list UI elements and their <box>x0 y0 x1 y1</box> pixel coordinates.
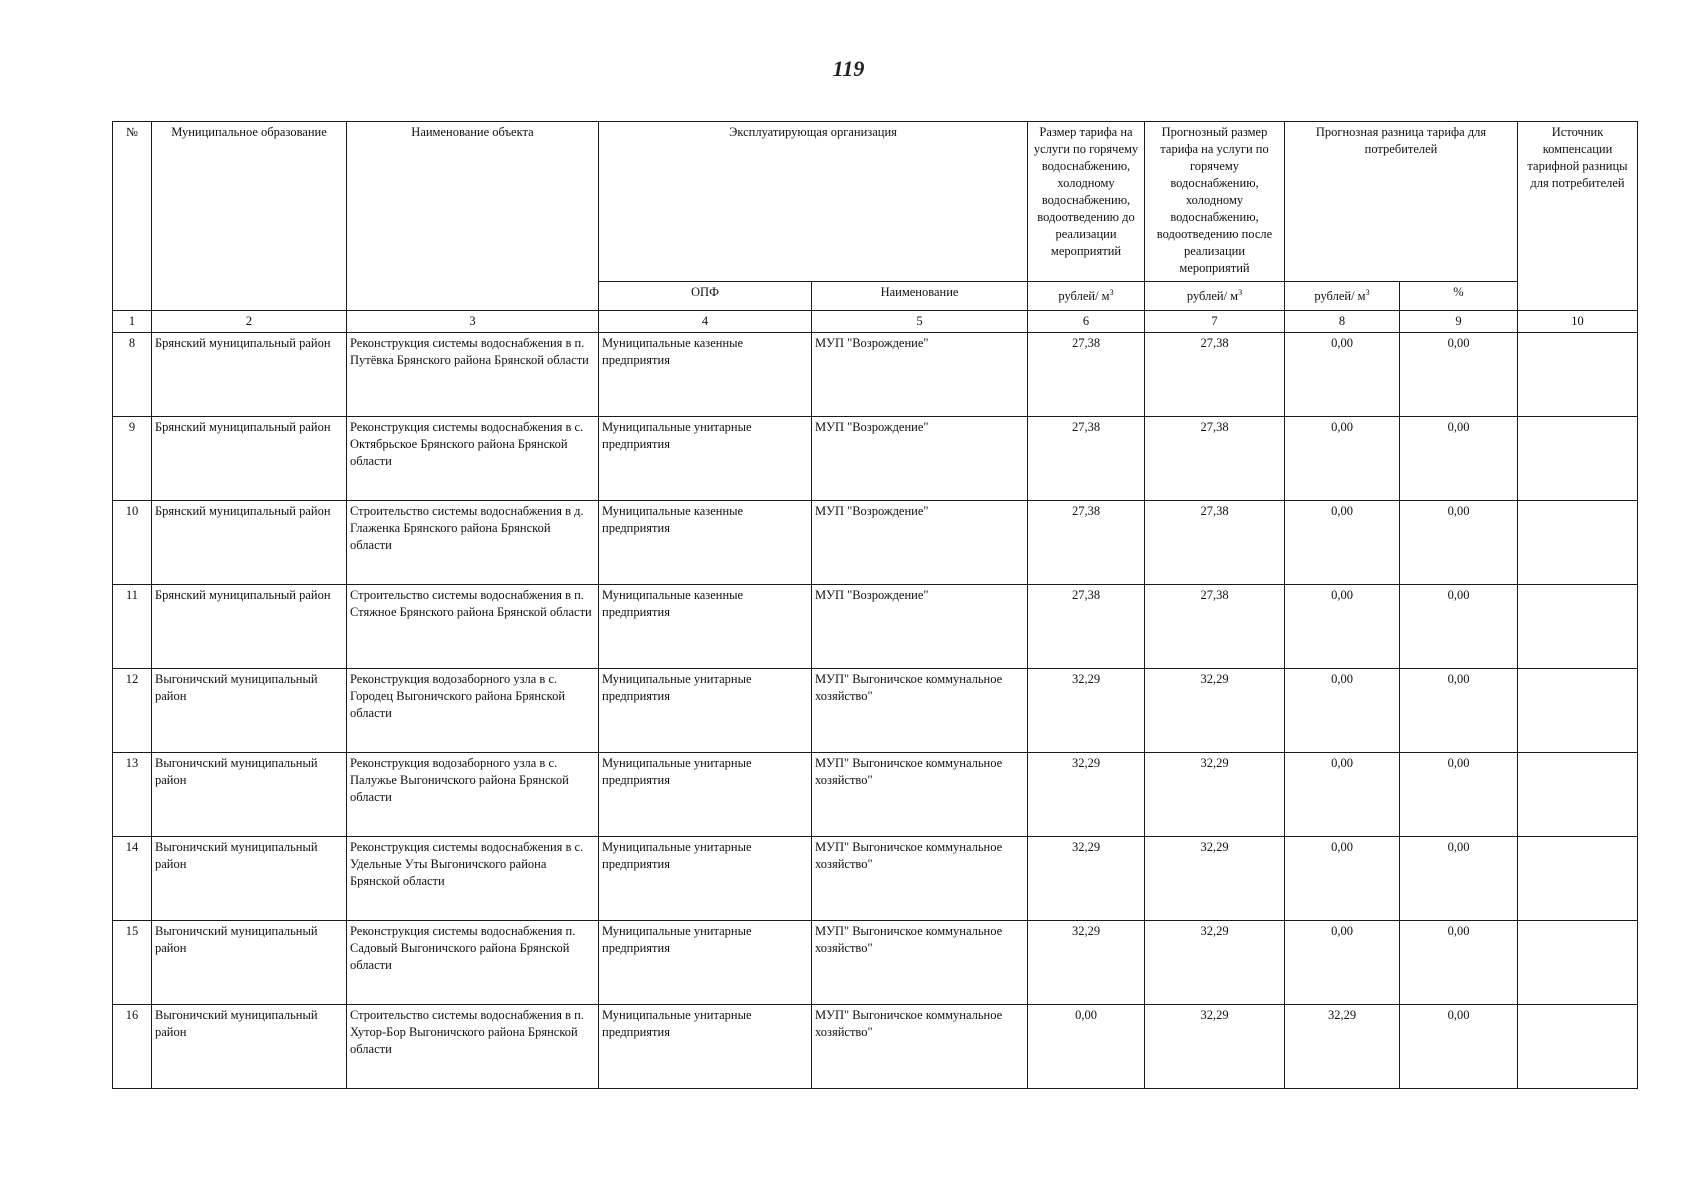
cell-object: Строительство системы водоснабжения в п. Стяжное Брянского района Брянской области <box>347 585 599 669</box>
cell-tariff-before: 27,38 <box>1028 417 1145 501</box>
cell-tariff-after: 27,38 <box>1145 417 1285 501</box>
table-row <box>113 501 1638 585</box>
cell-tariff-after: 32,29 <box>1145 669 1285 753</box>
cell-org: МУП "Возрождение" <box>812 417 1028 501</box>
header-compensation: Источник компенсации тарифной разницы для потребителей <box>1518 122 1638 311</box>
cell-diff-rub: 0,00 <box>1285 669 1400 753</box>
cell-diff-pct: 0,00 <box>1400 417 1518 501</box>
cell-diff-pct: 0,00 <box>1400 753 1518 837</box>
cell-source <box>1518 333 1638 417</box>
column-number: 1 <box>113 311 152 333</box>
unit-label: рублей/ м <box>1058 289 1110 304</box>
cell-tariff-after: 32,29 <box>1145 837 1285 921</box>
cell-tariff-before: 32,29 <box>1028 921 1145 1005</box>
cell-no: 15 <box>113 921 152 1005</box>
cell-diff-pct: 0,00 <box>1400 1005 1518 1089</box>
cell-source <box>1518 669 1638 753</box>
cell-source <box>1518 585 1638 669</box>
cell-diff-rub: 0,00 <box>1285 837 1400 921</box>
cell-diff-rub: 0,00 <box>1285 417 1400 501</box>
column-number: 5 <box>812 311 1028 333</box>
table-row <box>113 1005 1638 1089</box>
cell-diff-pct: 0,00 <box>1400 837 1518 921</box>
cell-no: 14 <box>113 837 152 921</box>
cell-tariff-before: 32,29 <box>1028 669 1145 753</box>
cell-no: 10 <box>113 501 152 585</box>
cell-diff-pct: 0,00 <box>1400 921 1518 1005</box>
cell-opf: Муниципальные унитарные предприятия <box>599 753 812 837</box>
column-number: 9 <box>1400 311 1518 333</box>
column-number: 4 <box>599 311 812 333</box>
cell-tariff-after: 32,29 <box>1145 753 1285 837</box>
table-body <box>113 333 1638 1089</box>
cell-object: Реконструкция системы водоснабжения в п. Путёвка Брянского района Брянской области <box>347 333 599 417</box>
header-unit-diff <box>1285 282 1400 311</box>
cell-tariff-before: 32,29 <box>1028 837 1145 921</box>
cell-opf: Муниципальные казенные предприятия <box>599 333 812 417</box>
cell-tariff-before: 27,38 <box>1028 333 1145 417</box>
unit-superscript: 3 <box>1365 288 1370 297</box>
cell-org: МУП" Выгоничское коммунальное хозяйство" <box>812 1005 1028 1089</box>
cell-no: 12 <box>113 669 152 753</box>
header-tariff-before: Размер тарифа на услуги по горячему водоснабжению, холодному водоснабжению, водоотведению до реализации мероприятий <box>1028 122 1145 282</box>
cell-opf: Муниципальные унитарные предприятия <box>599 417 812 501</box>
header-unit-pct: % <box>1400 282 1518 311</box>
cell-tariff-after: 32,29 <box>1145 1005 1285 1089</box>
cell-object: Реконструкция водозаборного узла в с. Городец Выгоничского района Брянской области <box>347 669 599 753</box>
table-row <box>113 333 1638 417</box>
cell-org: МУП" Выгоничское коммунальное хозяйство" <box>812 921 1028 1005</box>
cell-org: МУП" Выгоничское коммунальное хозяйство" <box>812 753 1028 837</box>
cell-source <box>1518 501 1638 585</box>
cell-municipality: Выгоничский муниципальный район <box>152 669 347 753</box>
tariff-table <box>112 121 1638 1089</box>
table-row <box>113 417 1638 501</box>
header-municipality: Муниципальное образование <box>152 122 347 311</box>
header-opf: ОПФ <box>599 282 812 311</box>
cell-opf: Муниципальные унитарные предприятия <box>599 1005 812 1089</box>
unit-label: рублей/ м <box>1314 289 1366 304</box>
cell-municipality: Выгоничский муниципальный район <box>152 921 347 1005</box>
cell-tariff-after: 27,38 <box>1145 501 1285 585</box>
cell-tariff-before: 27,38 <box>1028 501 1145 585</box>
cell-tariff-before: 27,38 <box>1028 585 1145 669</box>
header-operator: Эксплуатирующая организация <box>599 122 1028 282</box>
cell-tariff-before: 32,29 <box>1028 753 1145 837</box>
table-row <box>113 669 1638 753</box>
cell-municipality: Брянский муниципальный район <box>152 333 347 417</box>
cell-object: Строительство системы водоснабжения в д. Глаженка Брянского района Брянской области <box>347 501 599 585</box>
cell-diff-rub: 0,00 <box>1285 753 1400 837</box>
header-unit-before <box>1028 282 1145 311</box>
header-tariff-diff: Прогнозная разница тарифа для потребителей <box>1285 122 1518 282</box>
cell-opf: Муниципальные казенные предприятия <box>599 585 812 669</box>
header-unit-after <box>1145 282 1285 311</box>
cell-opf: Муниципальные казенные предприятия <box>599 501 812 585</box>
cell-no: 8 <box>113 333 152 417</box>
cell-org: МУП" Выгоничское коммунальное хозяйство" <box>812 669 1028 753</box>
header-tariff-after: Прогнозный размер тарифа на услуги по горячему водоснабжению, холодному водоснабжению, водоотведению после реализации мероприятий <box>1145 122 1285 282</box>
cell-object: Строительство системы водоснабжения в п. Хутор-Бор Выгоничского района Брянской области <box>347 1005 599 1089</box>
column-number: 7 <box>1145 311 1285 333</box>
cell-source <box>1518 1005 1638 1089</box>
cell-municipality: Выгоничский муниципальный район <box>152 753 347 837</box>
cell-org: МУП "Возрождение" <box>812 585 1028 669</box>
cell-object: Реконструкция системы водоснабжения в с. Удельные Уты Выгоничского района Брянской области <box>347 837 599 921</box>
cell-diff-rub: 0,00 <box>1285 585 1400 669</box>
column-number: 10 <box>1518 311 1638 333</box>
cell-opf: Муниципальные унитарные предприятия <box>599 669 812 753</box>
table-row <box>113 921 1638 1005</box>
column-number: 2 <box>152 311 347 333</box>
table-row <box>113 837 1638 921</box>
cell-municipality: Брянский муниципальный район <box>152 417 347 501</box>
cell-diff-pct: 0,00 <box>1400 669 1518 753</box>
unit-superscript: 3 <box>1238 288 1243 297</box>
cell-no: 11 <box>113 585 152 669</box>
cell-municipality: Выгоничский муниципальный район <box>152 1005 347 1089</box>
page-number: 119 <box>832 56 865 81</box>
cell-municipality: Брянский муниципальный район <box>152 501 347 585</box>
header-no: № <box>113 122 152 311</box>
cell-object: Реконструкция системы водоснабжения в с. Октябрьское Брянского района Брянской области <box>347 417 599 501</box>
cell-opf: Муниципальные унитарные предприятия <box>599 837 812 921</box>
column-number: 6 <box>1028 311 1145 333</box>
cell-source <box>1518 837 1638 921</box>
header-org-name: Наименование <box>812 282 1028 311</box>
cell-opf: Муниципальные унитарные предприятия <box>599 921 812 1005</box>
cell-tariff-after: 32,29 <box>1145 921 1285 1005</box>
cell-object: Реконструкция системы водоснабжения п. Садовый Выгоничского района Брянской области <box>347 921 599 1005</box>
cell-diff-rub: 0,00 <box>1285 501 1400 585</box>
cell-tariff-after: 27,38 <box>1145 333 1285 417</box>
cell-org: МУП "Возрождение" <box>812 333 1028 417</box>
cell-diff-pct: 0,00 <box>1400 585 1518 669</box>
cell-source <box>1518 921 1638 1005</box>
cell-source <box>1518 417 1638 501</box>
cell-diff-rub: 0,00 <box>1285 333 1400 417</box>
cell-org: МУП" Выгоничское коммунальное хозяйство" <box>812 837 1028 921</box>
cell-diff-pct: 0,00 <box>1400 501 1518 585</box>
cell-diff-rub: 32,29 <box>1285 1005 1400 1089</box>
cell-tariff-before: 0,00 <box>1028 1005 1145 1089</box>
cell-org: МУП "Возрождение" <box>812 501 1028 585</box>
header-object: Наименование объекта <box>347 122 599 311</box>
column-number: 3 <box>347 311 599 333</box>
cell-object: Реконструкция водозаборного узла в с. Палужье Выгоничского района Брянской области <box>347 753 599 837</box>
table-row <box>113 753 1638 837</box>
cell-municipality: Брянский муниципальный район <box>152 585 347 669</box>
cell-tariff-after: 27,38 <box>1145 585 1285 669</box>
cell-source <box>1518 753 1638 837</box>
cell-diff-rub: 0,00 <box>1285 921 1400 1005</box>
unit-superscript: 3 <box>1109 288 1114 297</box>
cell-diff-pct: 0,00 <box>1400 333 1518 417</box>
cell-no: 9 <box>113 417 152 501</box>
column-number: 8 <box>1285 311 1400 333</box>
unit-label: рублей/ м <box>1186 289 1239 304</box>
cell-no: 16 <box>113 1005 152 1089</box>
table-row <box>113 585 1638 669</box>
cell-municipality: Выгоничский муниципальный район <box>152 837 347 921</box>
cell-no: 13 <box>113 753 152 837</box>
